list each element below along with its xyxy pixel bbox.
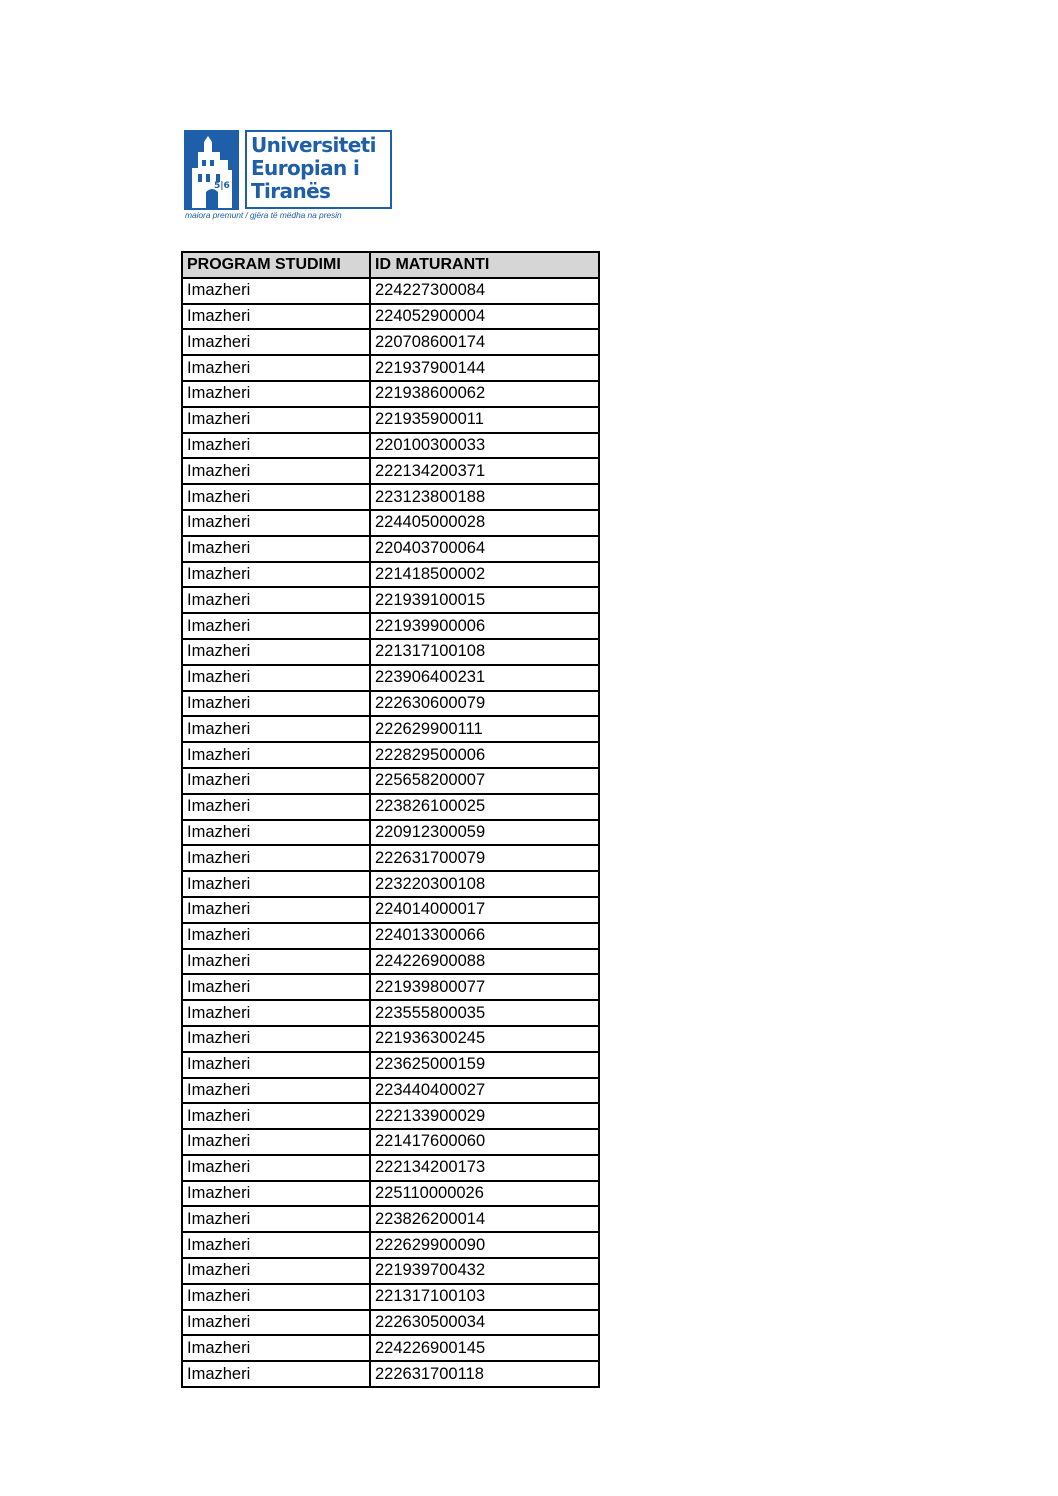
column-header-id: ID MATURANTI [370,252,599,278]
table-row [182,1284,599,1310]
cell-id-maturanti: 224013300066 [370,923,599,949]
university-name-line-1: Universiteti [251,133,376,157]
table-row [182,794,599,820]
table-row [182,587,599,613]
cell-id-maturanti: 224405000028 [370,510,599,536]
cell-id-maturanti: 222829500006 [370,742,599,768]
cell-program: Imazheri [182,768,370,794]
table-row [182,278,599,304]
table-row [182,665,599,691]
cell-id-maturanti: 225110000026 [370,1181,599,1207]
table-row [182,433,599,459]
cell-program: Imazheri [182,845,370,871]
university-logo [184,130,396,222]
cell-program: Imazheri [182,716,370,742]
cell-program: Imazheri [182,1284,370,1310]
university-motto: maiora premunt / gjëra të mëdha na presin [185,210,342,220]
table-row [182,1078,599,1104]
cell-program: Imazheri [182,536,370,562]
cell-program: Imazheri [182,433,370,459]
cell-id-maturanti: 220912300059 [370,820,599,846]
table-row [182,536,599,562]
cell-id-maturanti: 222134200371 [370,458,599,484]
cell-id-maturanti: 223123800188 [370,484,599,510]
table-row [182,949,599,975]
cell-id-maturanti: 221417600060 [370,1129,599,1155]
table-row [182,716,599,742]
table-row [182,304,599,330]
cell-id-maturanti: 225658200007 [370,768,599,794]
table-row [182,691,599,717]
cell-id-maturanti: 223220300108 [370,871,599,897]
cell-id-maturanti: 222134200173 [370,1155,599,1181]
cell-program: Imazheri [182,742,370,768]
table-row [182,897,599,923]
cell-program: Imazheri [182,458,370,484]
table-row [182,742,599,768]
table-row [182,1103,599,1129]
cell-id-maturanti: 223625000159 [370,1052,599,1078]
svg-text:5|6: 5|6 [214,181,230,191]
table-row [182,1052,599,1078]
cell-program: Imazheri [182,949,370,975]
cell-program: Imazheri [182,1258,370,1284]
table-row [182,381,599,407]
table-row [182,1000,599,1026]
cell-program: Imazheri [182,665,370,691]
table-row [182,484,599,510]
cell-program: Imazheri [182,510,370,536]
cell-id-maturanti: 223826200014 [370,1206,599,1232]
cell-id-maturanti: 222133900029 [370,1103,599,1129]
cell-program: Imazheri [182,1052,370,1078]
cell-program: Imazheri [182,871,370,897]
table-row [182,1026,599,1052]
cell-program: Imazheri [182,1103,370,1129]
table-row [182,562,599,588]
cell-id-maturanti: 221939100015 [370,587,599,613]
cell-program: Imazheri [182,691,370,717]
cell-program: Imazheri [182,613,370,639]
cell-id-maturanti: 220100300033 [370,433,599,459]
cell-program: Imazheri [182,1026,370,1052]
cell-id-maturanti: 221317100108 [370,639,599,665]
cell-id-maturanti: 224226900088 [370,949,599,975]
table-row [182,974,599,1000]
cell-program: Imazheri [182,1206,370,1232]
cell-id-maturanti: 222630500034 [370,1310,599,1336]
cell-id-maturanti: 221939900006 [370,613,599,639]
cell-id-maturanti: 221935900011 [370,407,599,433]
cell-id-maturanti: 223440400027 [370,1078,599,1104]
table-row [182,458,599,484]
cell-id-maturanti: 221317100103 [370,1284,599,1310]
cell-id-maturanti: 221938600062 [370,381,599,407]
table-row [182,613,599,639]
cell-id-maturanti: 221937900144 [370,355,599,381]
table-row [182,845,599,871]
table-row [182,1310,599,1336]
university-name-line-2: Europian i [251,156,360,180]
cell-id-maturanti: 223555800035 [370,1000,599,1026]
cell-program: Imazheri [182,1232,370,1258]
cell-program: Imazheri [182,639,370,665]
table-header-row [182,252,599,278]
cell-id-maturanti: 224226900145 [370,1335,599,1361]
table-body [182,278,599,1387]
table-row [182,1232,599,1258]
table-row [182,820,599,846]
cell-program: Imazheri [182,278,370,304]
table-row [182,1335,599,1361]
cell-program: Imazheri [182,1181,370,1207]
table-row [182,871,599,897]
table-row [182,1129,599,1155]
cell-program: Imazheri [182,329,370,355]
cell-program: Imazheri [182,1078,370,1104]
cell-id-maturanti: 224052900004 [370,304,599,330]
table-row [182,1361,599,1387]
cell-program: Imazheri [182,484,370,510]
column-header-program: PROGRAM STUDIMI [182,252,370,278]
cell-id-maturanti: 223906400231 [370,665,599,691]
cell-id-maturanti: 220708600174 [370,329,599,355]
table-row [182,1181,599,1207]
table-row [182,329,599,355]
cell-id-maturanti: 223826100025 [370,794,599,820]
students-table [181,251,600,1388]
table-row [182,355,599,381]
cell-program: Imazheri [182,820,370,846]
cell-program: Imazheri [182,1335,370,1361]
cell-program: Imazheri [182,355,370,381]
table-row [182,639,599,665]
university-building-icon [184,130,239,210]
cell-id-maturanti: 221418500002 [370,562,599,588]
cell-id-maturanti: 221939700432 [370,1258,599,1284]
cell-program: Imazheri [182,1129,370,1155]
cell-program: Imazheri [182,974,370,1000]
cell-id-maturanti: 222629900090 [370,1232,599,1258]
cell-program: Imazheri [182,923,370,949]
cell-id-maturanti: 224227300084 [370,278,599,304]
cell-program: Imazheri [182,1361,370,1387]
table-row [182,768,599,794]
cell-program: Imazheri [182,897,370,923]
cell-id-maturanti: 220403700064 [370,536,599,562]
table-row [182,1206,599,1232]
cell-id-maturanti: 222630600079 [370,691,599,717]
table-row [182,1258,599,1284]
cell-id-maturanti: 222631700118 [370,1361,599,1387]
table-row [182,923,599,949]
cell-program: Imazheri [182,1155,370,1181]
cell-id-maturanti: 222629900111 [370,716,599,742]
cell-program: Imazheri [182,1310,370,1336]
cell-id-maturanti: 224014000017 [370,897,599,923]
cell-id-maturanti: 221939800077 [370,974,599,1000]
cell-id-maturanti: 221936300245 [370,1026,599,1052]
cell-program: Imazheri [182,381,370,407]
cell-program: Imazheri [182,587,370,613]
cell-id-maturanti: 222631700079 [370,845,599,871]
cell-program: Imazheri [182,794,370,820]
university-name [245,130,392,209]
cell-program: Imazheri [182,407,370,433]
cell-program: Imazheri [182,562,370,588]
cell-program: Imazheri [182,1000,370,1026]
cell-program: Imazheri [182,304,370,330]
table-row [182,510,599,536]
table-row [182,407,599,433]
university-name-line-3: Tiranës [251,179,331,203]
table-row [182,1155,599,1181]
